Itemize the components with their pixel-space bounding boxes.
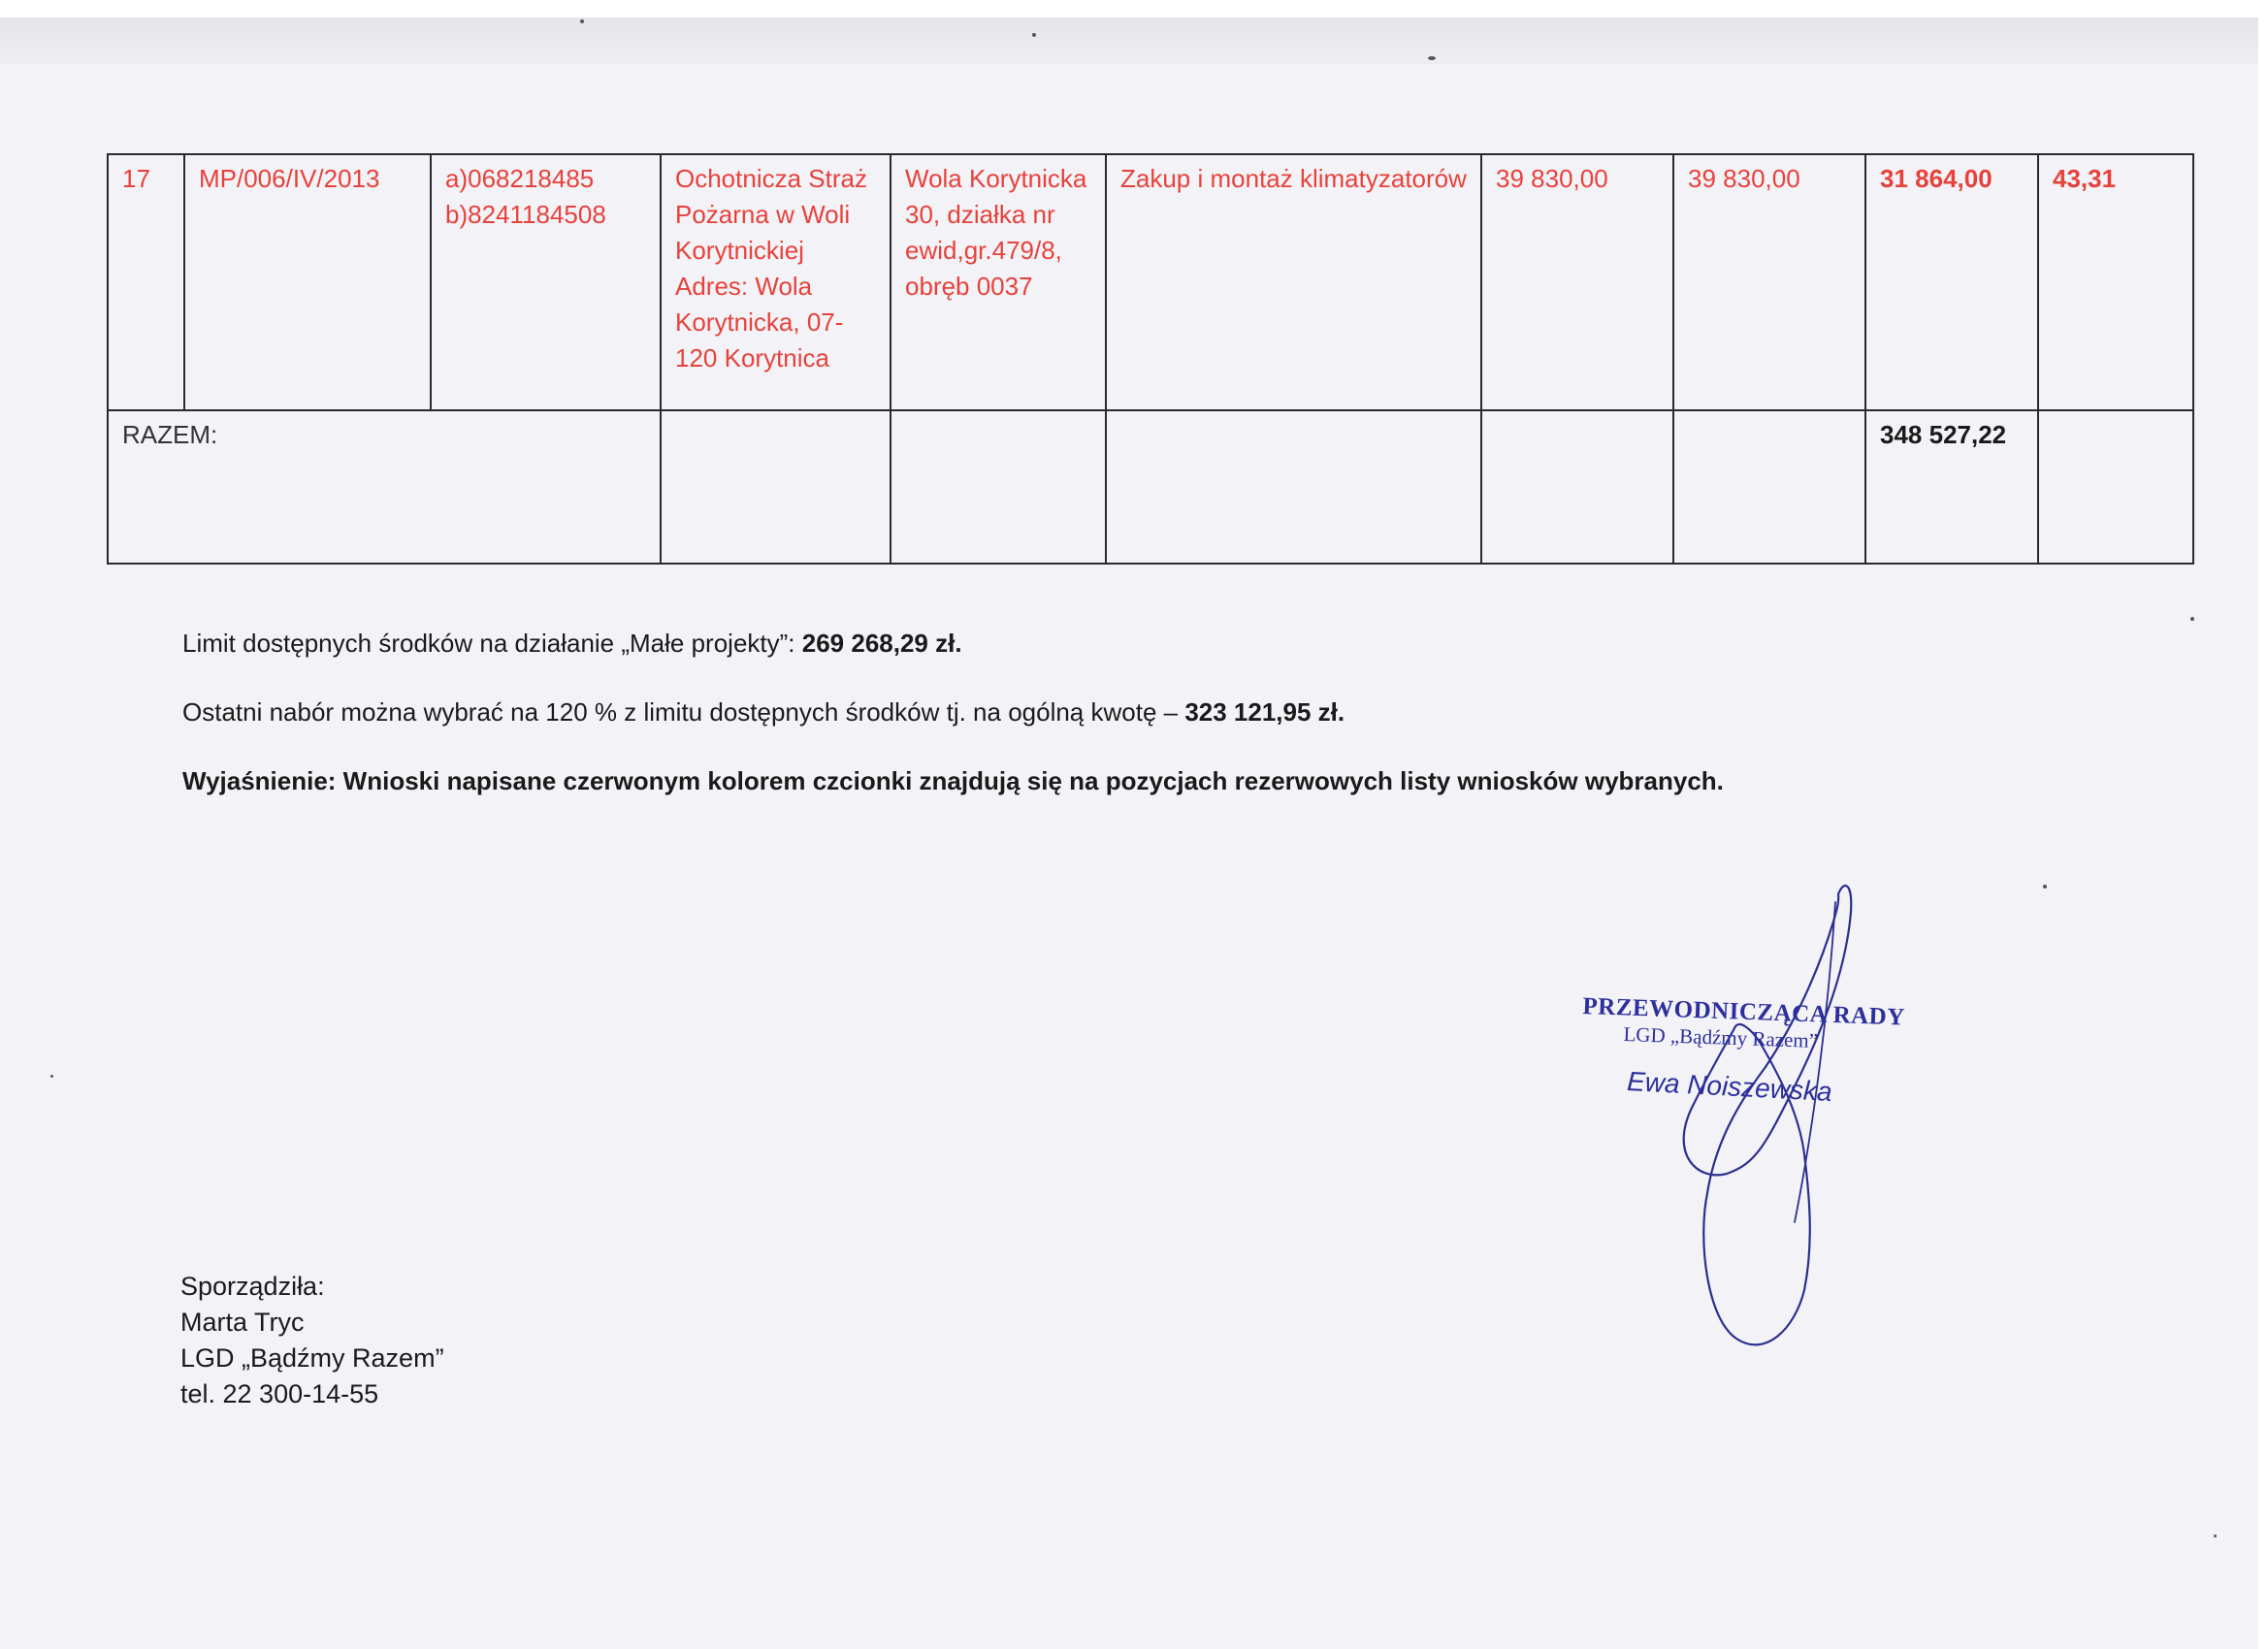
scan-edge-top	[0, 0, 2268, 17]
cell-applicant: Ochotnicza Straż Pożarna w Woli Korytnickiej Adres: Wola Korytnicka, 07-120 Korytnica	[661, 154, 891, 410]
scan-speck	[1032, 33, 1036, 37]
limit-value: 269 268,29 zł.	[801, 629, 962, 658]
total-label: RAZEM:	[108, 410, 661, 564]
official-stamp	[1582, 993, 1906, 1108]
stamp-name: Ewa Noiszewska	[1626, 1066, 1833, 1108]
stamp-subtitle: LGD „Bądźmy Razem”	[1623, 1022, 1819, 1052]
cell-eligible-cost: 39 830,00	[1673, 154, 1865, 410]
prepared-by-label: Sporządziła:	[180, 1272, 325, 1301]
scan-shadow-band	[0, 17, 2268, 64]
cell-total-cost: 39 830,00	[1481, 154, 1673, 410]
table-total-row	[108, 410, 2193, 564]
cell-score: 43,31	[2038, 154, 2193, 410]
total-value: 348 527,22	[1865, 410, 2038, 564]
total-empty-cell	[1481, 410, 1673, 564]
cell-lp: 17	[108, 154, 184, 410]
scan-speck	[2043, 885, 2047, 889]
identifier-a: a)068218485	[445, 164, 595, 193]
nabor-value: 323 121,95 zł.	[1184, 697, 1345, 727]
author-phone: tel. 22 300-14-55	[180, 1379, 379, 1408]
limit-note: Limit dostępnych środków na działanie „Małe projekty”: 269 268,29 zł.	[182, 629, 962, 658]
prepared-by-block	[180, 1269, 444, 1412]
scan-speck	[580, 19, 584, 23]
notes-section	[182, 629, 2122, 801]
total-empty-cell	[1673, 410, 1865, 564]
author-name: Marta Tryc	[180, 1308, 305, 1337]
scan-edge-right	[2258, 0, 2268, 1649]
cell-project-title: Zakup i montaż klimatyzatorów	[1106, 154, 1481, 410]
scan-speck	[1428, 56, 1436, 60]
applications-table	[107, 153, 2194, 565]
explanation-note: Wyjaśnienie: Wnioski napisane czerwonym kolorem czcionki znajdują się na pozycjach rezerwowych listy wniosków wybranych.	[182, 766, 1724, 795]
cell-location: Wola Korytnicka 30, działka nr ewid,gr.479/8, obręb 0037	[891, 154, 1106, 410]
scan-speck	[2190, 617, 2194, 621]
total-empty-cell	[1106, 410, 1481, 564]
total-empty-cell	[2038, 410, 2193, 564]
nabor-note: Ostatni nabór można wybrać na 120 % z limitu dostępnych środków tj. na ogólną kwotę – 323 121,95 zł.	[182, 697, 1345, 727]
table-row	[108, 154, 2193, 410]
scan-speck	[50, 1075, 53, 1078]
stamp-title: PRZEWODNICZĄCA RADY	[1582, 993, 1906, 1031]
scan-speck	[2214, 1535, 2217, 1537]
total-empty-cell	[891, 410, 1106, 564]
cell-application-number: MP/006/IV/2013	[184, 154, 431, 410]
author-organization: LGD „Bądźmy Razem”	[180, 1343, 444, 1373]
handwritten-signature	[1610, 873, 1901, 1358]
cell-aid-amount: 31 864,00	[1865, 154, 2038, 410]
identifier-b: b)8241184508	[445, 200, 606, 229]
total-empty-cell	[661, 410, 891, 564]
cell-identifiers	[431, 154, 661, 410]
